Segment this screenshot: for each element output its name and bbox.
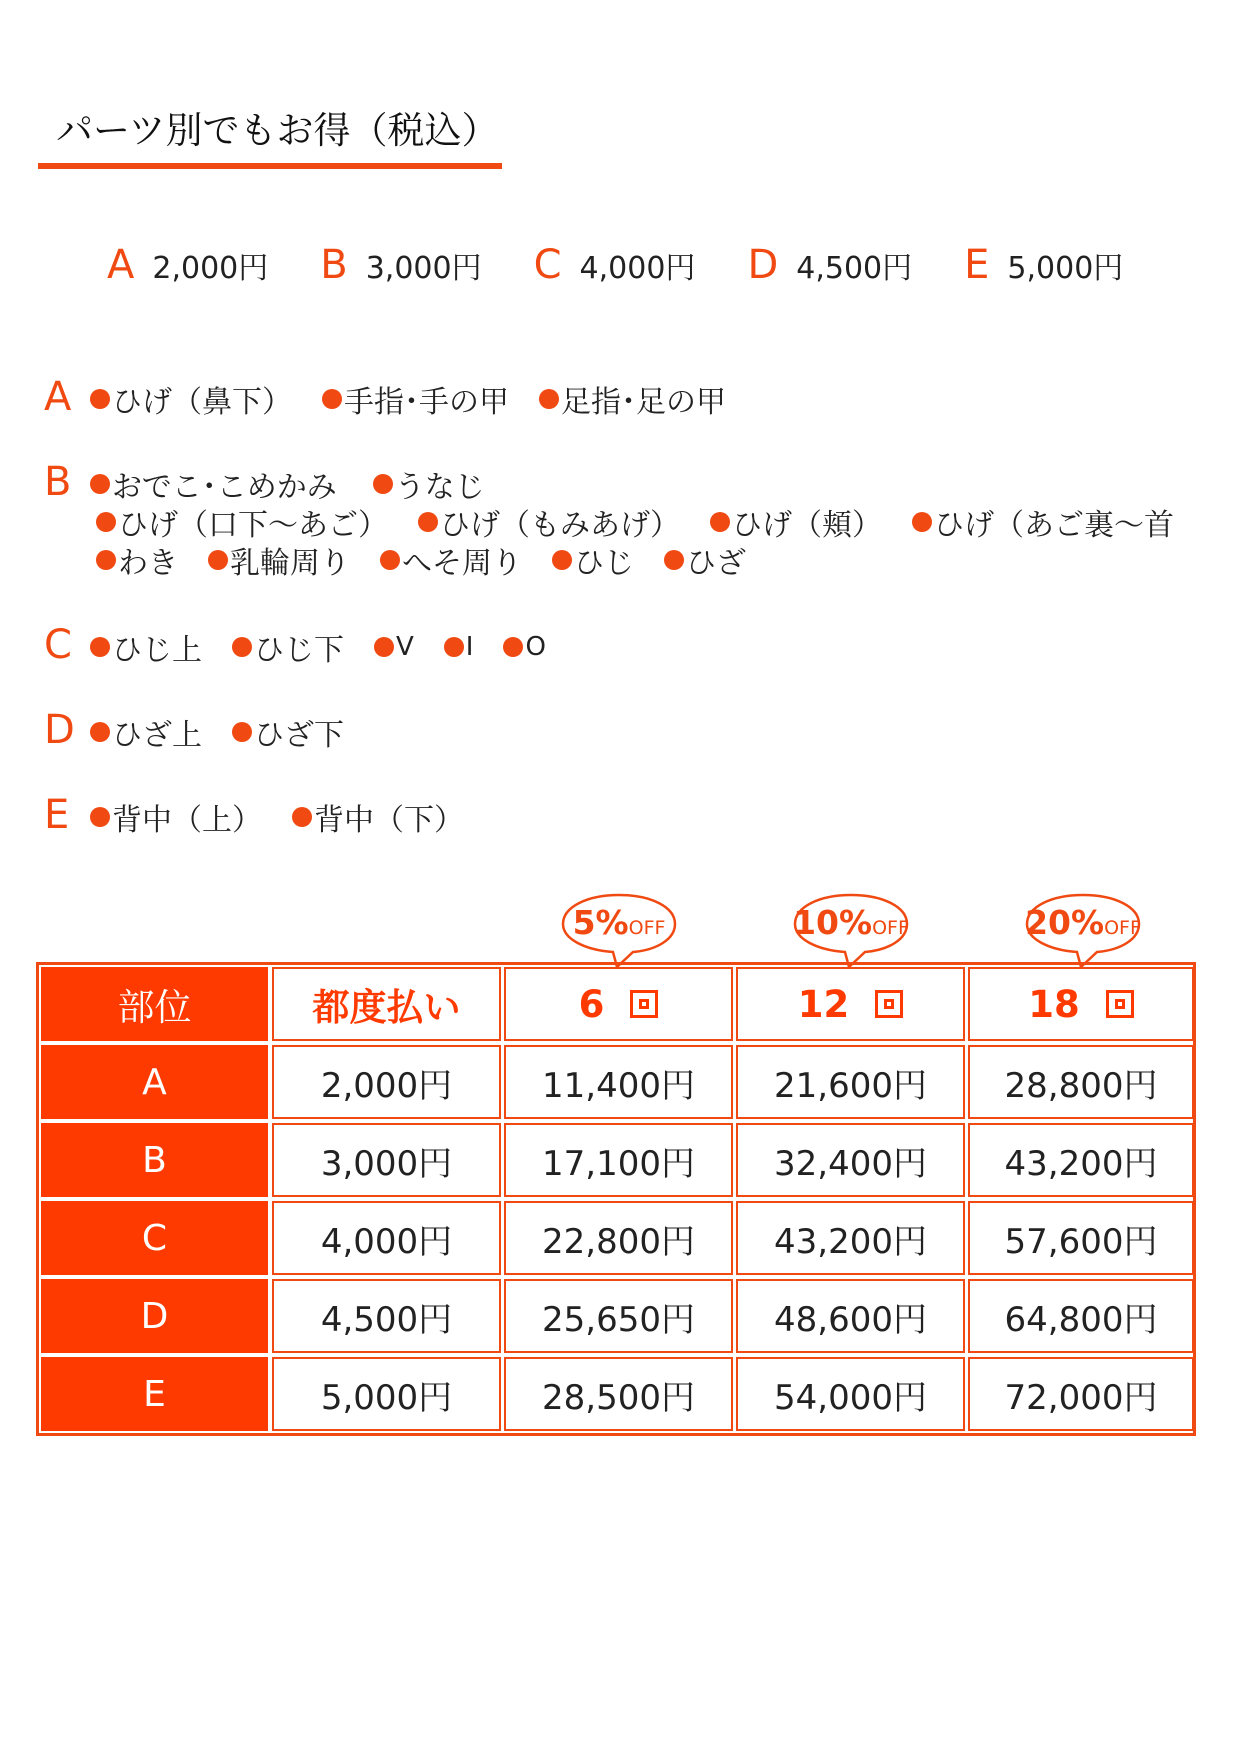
table-header-18 xyxy=(968,967,1194,1041)
discount-text xyxy=(1023,905,1143,946)
discount-text xyxy=(559,905,679,946)
discount-bubble-6 xyxy=(559,893,679,955)
summary-item-d xyxy=(747,242,912,288)
table-cell: 64,800円 xyxy=(968,1279,1194,1353)
price-summary xyxy=(107,240,1175,290)
bullet-icon xyxy=(322,389,342,409)
part-label: うなじ xyxy=(394,470,485,505)
bullet-icon xyxy=(96,512,116,532)
kai-glyph-icon xyxy=(875,990,903,1018)
part-line xyxy=(96,541,776,579)
part-line xyxy=(90,628,576,666)
page-title: パーツ別でもお得（税込） xyxy=(56,109,499,152)
part-item xyxy=(232,710,344,754)
summary-item-e xyxy=(964,242,1123,288)
part-label: I xyxy=(465,632,474,662)
table-cell: 21,600円 xyxy=(736,1045,965,1119)
table-cell: 54,000円 xyxy=(736,1357,965,1431)
part-item xyxy=(503,632,545,662)
bullet-icon xyxy=(380,550,400,570)
part-label: 背中（上） xyxy=(112,803,262,838)
table-cell: 57,600円 xyxy=(968,1201,1194,1275)
header-count: 12 xyxy=(797,982,850,1026)
part-item xyxy=(208,538,350,582)
discount-text xyxy=(791,905,911,946)
part-line xyxy=(90,713,374,751)
part-item xyxy=(90,795,262,839)
part-label: 足指･足の甲 xyxy=(561,385,726,420)
discount-off: OFF xyxy=(1104,917,1141,939)
part-letter: C xyxy=(44,622,72,668)
part-item xyxy=(232,625,344,669)
table-row-part: A xyxy=(41,1045,268,1119)
bullet-icon xyxy=(503,637,523,657)
part-label: ひげ（あご裏～首 xyxy=(934,508,1174,543)
bullet-icon xyxy=(232,722,252,742)
summary-item-c xyxy=(534,242,696,288)
bullet-icon xyxy=(208,550,228,570)
table-header-12 xyxy=(736,967,965,1041)
discount-bubble-18 xyxy=(1023,893,1143,955)
summary-letter: A xyxy=(107,242,135,288)
table-row-part: D xyxy=(41,1279,268,1353)
bullet-icon xyxy=(664,550,684,570)
table-cell: 32,400円 xyxy=(736,1123,965,1197)
summary-item-b xyxy=(320,242,481,288)
table-cell: 48,600円 xyxy=(736,1279,965,1353)
part-item xyxy=(912,500,1174,544)
part-line xyxy=(90,465,515,503)
part-label: おでこ･こめかみ xyxy=(112,470,337,505)
part-item xyxy=(90,377,292,421)
part-label: ひじ上 xyxy=(112,633,202,668)
part-label: ひげ（鼻下） xyxy=(112,385,292,420)
table-cell: 4,000円 xyxy=(272,1201,501,1275)
part-item xyxy=(380,538,522,582)
header-count: 6 xyxy=(578,982,605,1026)
bullet-icon xyxy=(90,474,110,494)
summary-letter: B xyxy=(320,242,348,288)
bullet-icon xyxy=(96,550,116,570)
part-label: 乳輪周り xyxy=(230,546,350,581)
bullet-icon xyxy=(444,637,464,657)
table-cell: 28,800円 xyxy=(968,1045,1194,1119)
part-letter: B xyxy=(44,459,72,505)
table-cell: 72,000円 xyxy=(968,1357,1194,1431)
table-cell: 11,400円 xyxy=(504,1045,733,1119)
part-label: ひげ（口下～あご） xyxy=(118,508,388,543)
bullet-icon xyxy=(539,389,559,409)
part-line xyxy=(90,798,494,836)
part-label: 手指･手の甲 xyxy=(344,385,509,420)
title-underline xyxy=(38,163,502,169)
part-label: わき xyxy=(118,546,178,581)
part-item xyxy=(552,538,634,582)
part-item xyxy=(322,377,509,421)
table-row-part: E xyxy=(41,1357,268,1431)
part-label: V xyxy=(396,632,414,662)
table-header-single: 都度払い xyxy=(272,967,501,1041)
table-cell: 28,500円 xyxy=(504,1357,733,1431)
table-cell: 43,200円 xyxy=(736,1201,965,1275)
bullet-icon xyxy=(374,637,394,657)
part-letter: D xyxy=(44,707,75,753)
part-item xyxy=(96,538,178,582)
part-label: ひげ（頬） xyxy=(732,508,882,543)
bullet-icon xyxy=(90,722,110,742)
summary-price: 2,000円 xyxy=(152,251,269,286)
bullet-icon xyxy=(232,637,252,657)
part-label: へそ周り xyxy=(402,546,522,581)
table-header-6 xyxy=(504,967,733,1041)
discount-off: OFF xyxy=(872,917,909,939)
summary-letter: D xyxy=(747,242,779,288)
discount-percent: 20% xyxy=(1025,903,1105,942)
table-cell: 2,000円 xyxy=(272,1045,501,1119)
table-cell: 3,000円 xyxy=(272,1123,501,1197)
table-row-part: C xyxy=(41,1201,268,1275)
summary-price: 4,000円 xyxy=(579,251,696,286)
table-cell: 43,200円 xyxy=(968,1123,1194,1197)
part-item xyxy=(292,795,464,839)
part-letter: A xyxy=(44,374,72,420)
summary-price: 4,500円 xyxy=(796,251,913,286)
part-item xyxy=(90,625,202,669)
part-item xyxy=(374,632,414,662)
discount-bubble-12 xyxy=(791,893,911,955)
bullet-icon xyxy=(418,512,438,532)
bullet-icon xyxy=(90,807,110,827)
table-row-part: B xyxy=(41,1123,268,1197)
bullet-icon xyxy=(552,550,572,570)
table-cell: 17,100円 xyxy=(504,1123,733,1197)
bullet-icon xyxy=(912,512,932,532)
table-cell: 4,500円 xyxy=(272,1279,501,1353)
table-cell: 25,650円 xyxy=(504,1279,733,1353)
kai-glyph-icon xyxy=(1106,990,1134,1018)
bullet-icon xyxy=(373,474,393,494)
part-label: ひざ下 xyxy=(254,718,344,753)
price-table xyxy=(36,962,1196,1436)
part-item xyxy=(444,632,474,662)
bullet-icon xyxy=(90,637,110,657)
part-label: O xyxy=(525,632,546,662)
summary-item-a xyxy=(107,242,268,288)
part-item xyxy=(664,538,746,582)
part-label: ひじ xyxy=(574,546,634,581)
table-cell: 22,800円 xyxy=(504,1201,733,1275)
part-line xyxy=(90,380,756,418)
part-letter: E xyxy=(44,792,70,838)
table-header-part: 部位 xyxy=(41,967,268,1041)
summary-price: 3,000円 xyxy=(365,251,482,286)
part-item xyxy=(539,377,726,421)
part-label: ひざ上 xyxy=(112,718,202,753)
bullet-icon xyxy=(90,389,110,409)
discount-percent: 5% xyxy=(572,903,629,942)
part-label: 背中（下） xyxy=(314,803,464,838)
bullet-icon xyxy=(710,512,730,532)
table-cell: 5,000円 xyxy=(272,1357,501,1431)
header-count: 18 xyxy=(1028,982,1080,1026)
summary-price: 5,000円 xyxy=(1007,251,1124,286)
discount-percent: 10% xyxy=(793,903,873,942)
bullet-icon xyxy=(292,807,312,827)
discount-off: OFF xyxy=(628,917,666,939)
part-label: ひげ（もみあげ） xyxy=(440,508,680,543)
kai-glyph-icon xyxy=(630,990,658,1018)
summary-letter: E xyxy=(964,242,990,288)
summary-letter: C xyxy=(533,242,562,288)
part-label: ひじ下 xyxy=(254,633,344,668)
part-label: ひざ xyxy=(686,546,746,581)
part-item xyxy=(90,710,202,754)
part-line xyxy=(96,503,1204,541)
